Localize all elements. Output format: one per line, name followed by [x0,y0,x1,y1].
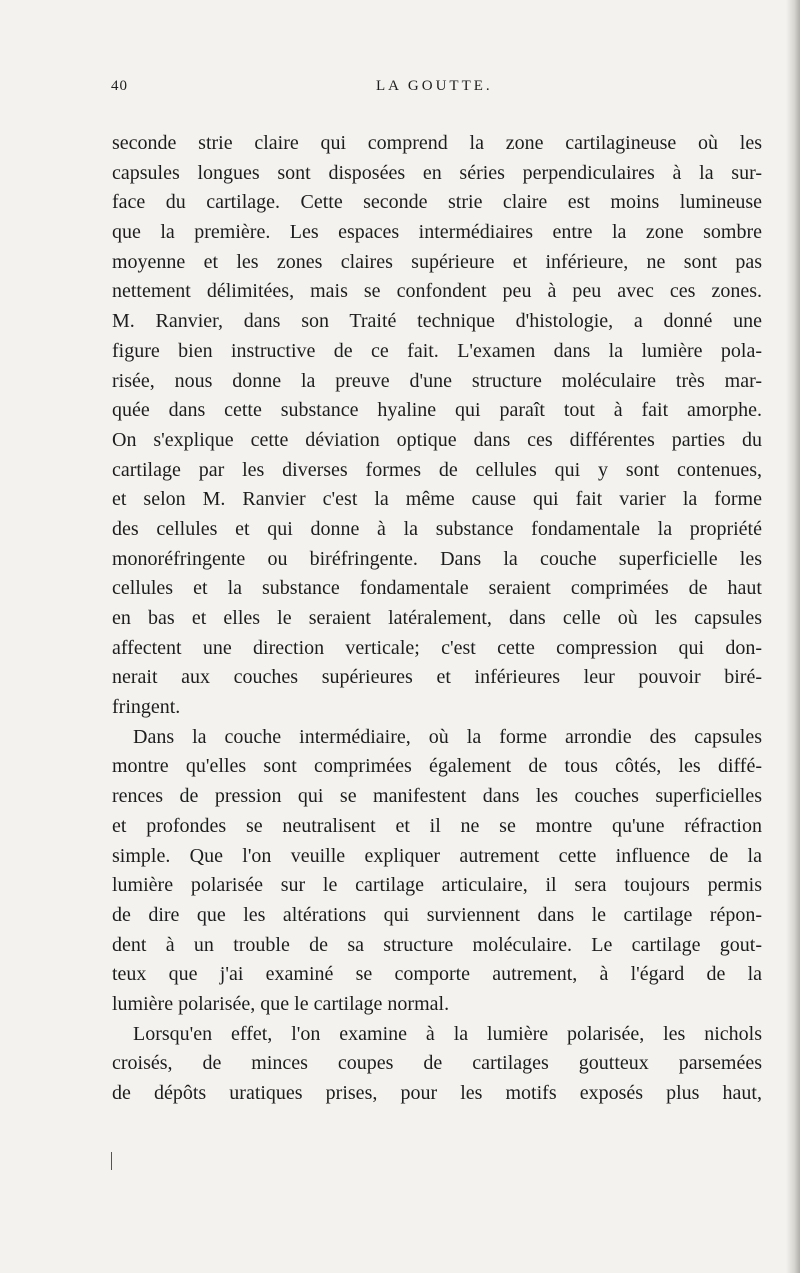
body-text [112,129,762,1109]
text-line: On s'explique cette déviation optique dans ces différentes parties du [112,428,762,451]
stray-ink-mark [111,1152,112,1170]
text-line: en bas et elles le seraient latéralement, dans celle où les capsules [112,607,762,629]
text-line: quée dans cette substance hyaline qui paraît tout à fait amorphe. [112,399,762,422]
text-line: et profondes se neutralisent et il ne se montre qu'une réfraction [112,814,762,837]
text-line: de dire que les altérations qui surviennent dans le cartilage répon- [112,903,762,926]
text-line: lumière polarisée, que le cartilage normal. [112,992,450,1015]
running-title: LA GOUTTE. [376,78,493,94]
text-line: affectent une direction verticale; c'est cette compression qui don- [112,636,762,659]
text-line: et selon M. Ranvier c'est la même cause qui fait varier la forme [112,488,762,511]
text-line: dent à un trouble de sa structure moléculaire. Le cartilage gout- [112,933,762,956]
text-line: M. Ranvier, dans son Traité technique d'histologie, a donné une [112,310,762,333]
text-line: cellules et la substance fondamentale seraient comprimées de haut [112,577,762,600]
text-line: Dans la couche intermédiaire, où la forme arrondie des capsules [133,725,762,748]
text-line: des cellules et qui donne à la substance fondamentale la propriété [112,517,762,540]
running-head [0,78,800,102]
text-line: moyenne et les zones claires supérieure et inférieure, ne sont pas [112,250,762,273]
text-line: face du cartilage. Cette seconde strie claire est moins lumineuse [112,191,762,214]
text-line: nettement délimitées, mais se confondent peu à peu avec ces zones. [112,280,762,303]
page-number: 40 [111,78,128,94]
text-line: rences de pression qui se manifestent dans les couches superficielles [112,785,762,808]
text-line: simple. Que l'on veuille expliquer autrement cette influence de la [112,844,762,867]
page-edge-shadow [786,0,800,1273]
text-line: que la première. Les espaces intermédiaires entre la zone sombre [112,221,762,244]
text-line: seconde strie claire qui comprend la zone cartilagineuse où les [112,132,762,154]
text-line: teux que j'ai examiné se comporte autrement, à l'égard de la [112,963,762,986]
text-line: cartilage par les diverses formes de cellules qui y sont contenues, [112,458,762,481]
text-line: nerait aux couches supérieures et inférieures leur pouvoir biré- [112,666,762,689]
text-line: monoréfringente ou biréfringente. Dans la couche superficielle les [112,547,762,570]
text-line: montre qu'elles sont comprimées également de tous côtés, les diffé- [112,755,762,778]
text-line: Lorsqu'en effet, l'on examine à la lumière polarisée, les nichols [133,1022,762,1045]
text-line: de dépôts uratiques prises, pour les motifs exposés plus haut, [112,1082,762,1104]
text-line: risée, nous donne la preuve d'une structure moléculaire très mar- [112,369,762,392]
text-line: fringent. [112,696,181,719]
text-line: figure bien instructive de ce fait. L'examen dans la lumière pola- [112,339,762,362]
text-line: capsules longues sont disposées en séries perpendiculaires à la sur- [112,161,762,184]
text-line: lumière polarisée sur le cartilage articulaire, il sera toujours permis [112,874,762,897]
text-line: croisés, de minces coupes de cartilages goutteux parsemées [112,1052,762,1075]
